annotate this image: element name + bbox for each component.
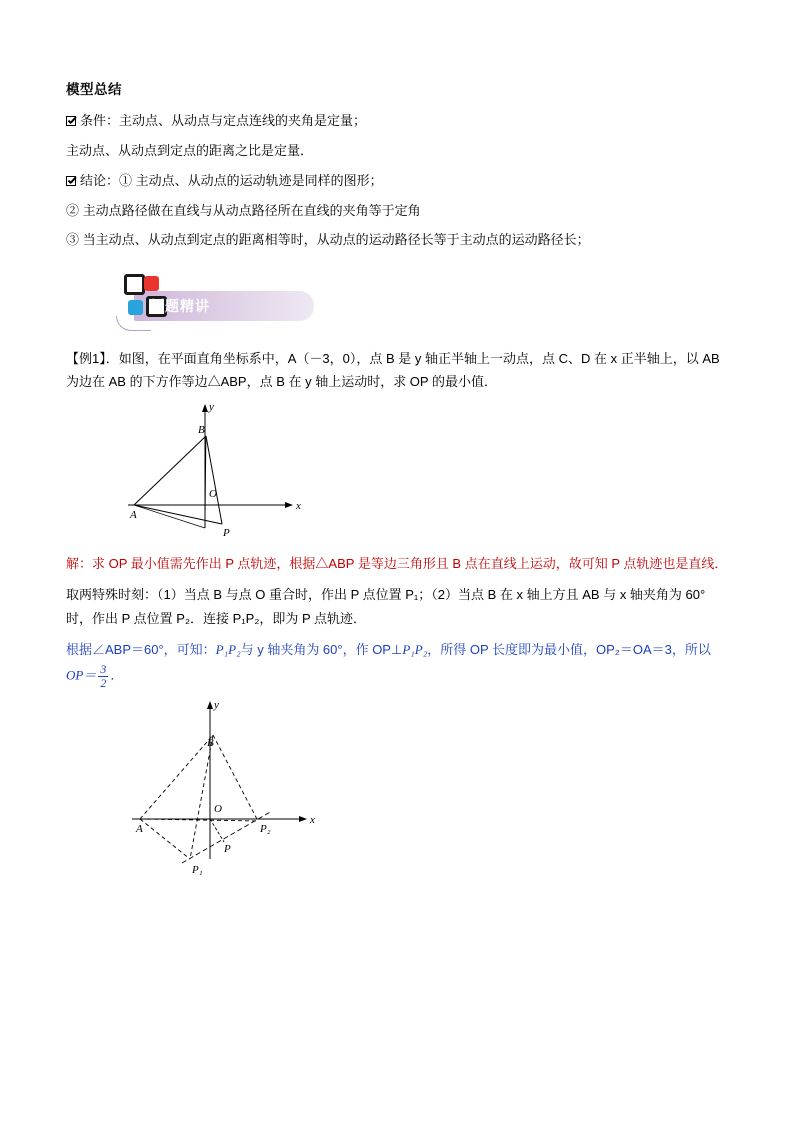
coordinate-figure-1-svg: [110, 400, 330, 540]
square-outline-icon: [124, 274, 145, 295]
conclusion-line-1: [66, 172, 728, 191]
coordinate-figure-2-svg: [110, 699, 340, 879]
condition-line-2: [66, 142, 728, 161]
svg-text:P: P: [224, 843, 231, 856]
svg-text:A: A: [136, 823, 143, 836]
svg-text:y: y: [214, 699, 219, 712]
fraction-numerator: 3: [100, 661, 107, 676]
svg-text:B: B: [207, 737, 214, 750]
blue-part-3: ，所得 OP 长度即为最小值，OP₂＝OA＝3，所以: [427, 642, 711, 658]
conclusion-line-2: [66, 202, 728, 221]
blue-part-2: 与 y 轴夹角为 60°，作 OP⊥: [240, 642, 403, 658]
figure-1: [110, 400, 728, 545]
condition-text-1: 条件：主动点、从动点与定点连线的夹角是定量；: [80, 113, 367, 128]
svg-text:P₁: P₁: [192, 864, 203, 877]
solution-red-text: 解：求 OP 最小值需先作出 P 点轨迹，根据△ABP 是等边三角形且 B 点在直线上运动，故可知 P 点轨迹也是直线．: [66, 555, 728, 571]
checkbox-icon: [66, 116, 76, 126]
svg-text:x: x: [310, 814, 315, 827]
svg-text:x: x: [296, 499, 301, 512]
svg-text:P₂: P₂: [260, 823, 271, 836]
svg-text:A: A: [130, 508, 137, 521]
red-square-icon: [144, 276, 159, 291]
p1p2-label-a: P₁P₂: [215, 642, 241, 658]
condition-line-1: [66, 112, 728, 131]
blue-part-1: 根据∠ABP＝60°，可知：: [66, 642, 216, 658]
svg-text:O: O: [214, 803, 222, 816]
conclusion-text-1: 结论：① 主动点、从动点的运动轨迹是同样的图形；: [80, 172, 383, 188]
figure-2: [110, 699, 728, 884]
blue-square-icon: [128, 300, 143, 315]
page-title: 模型总结: [66, 82, 122, 97]
condition-text-2: 主动点、从动点到定点的距离之比是定量．: [66, 142, 314, 158]
checkbox-icon: [66, 176, 76, 186]
conclusion-text-3: ③ 当主动点、从动点到定点的距离相等时，从动点的运动路径长等于主动点的运动路径长；: [66, 232, 590, 248]
svg-text:y: y: [209, 400, 214, 413]
fraction-denominator: 2: [100, 675, 107, 690]
p1p2-label-b: P₁P₂: [402, 642, 428, 658]
op-label: OP: [66, 667, 84, 683]
blue-period: ．: [110, 667, 124, 683]
conclusion-text-2: ② 主动点路径做在直线与从动点路径所在直线的夹角等于定角: [66, 202, 421, 218]
svg-text:P: P: [223, 526, 230, 539]
solution-black-text: 取两特殊时刻：（1）当点 B 与点 O 重合时，作出 P 点位置 P₁；（2）当点 B 在 x 轴上方且 AB 与 x 轴夹角为 60°时，作出 P 点位置 P₂．连接 P₁P₂，即为 P 点轨迹．: [66, 587, 706, 626]
svg-text:O: O: [209, 487, 217, 500]
problem-statement: 【例1】．如图，在平面直角坐标系中，A（－3，0），点 B 是 y 轴正半轴上一动点，点 C、D 在 x 正半轴上，以 AB 为边在 AB 的下方作等边△ABP，点 B 在 y 轴上运动时，求 OP 的最小值．: [66, 351, 720, 389]
svg-text:B: B: [198, 423, 205, 436]
section-banner: [66, 272, 728, 334]
fraction-three-halves: [98, 663, 108, 689]
solution-blue-text: 根据∠ABP＝60°，可知：P₁P₂与 y 轴夹角为 60°，作 OP⊥P₁P₂，所得 OP 长度即为最小值，OP₂＝OA＝3，所以OP＝ $\frac{3}{2}$ ．: [66, 642, 711, 690]
conclusion-line-3: [66, 231, 728, 250]
banner-label: 例题精讲: [150, 298, 210, 315]
